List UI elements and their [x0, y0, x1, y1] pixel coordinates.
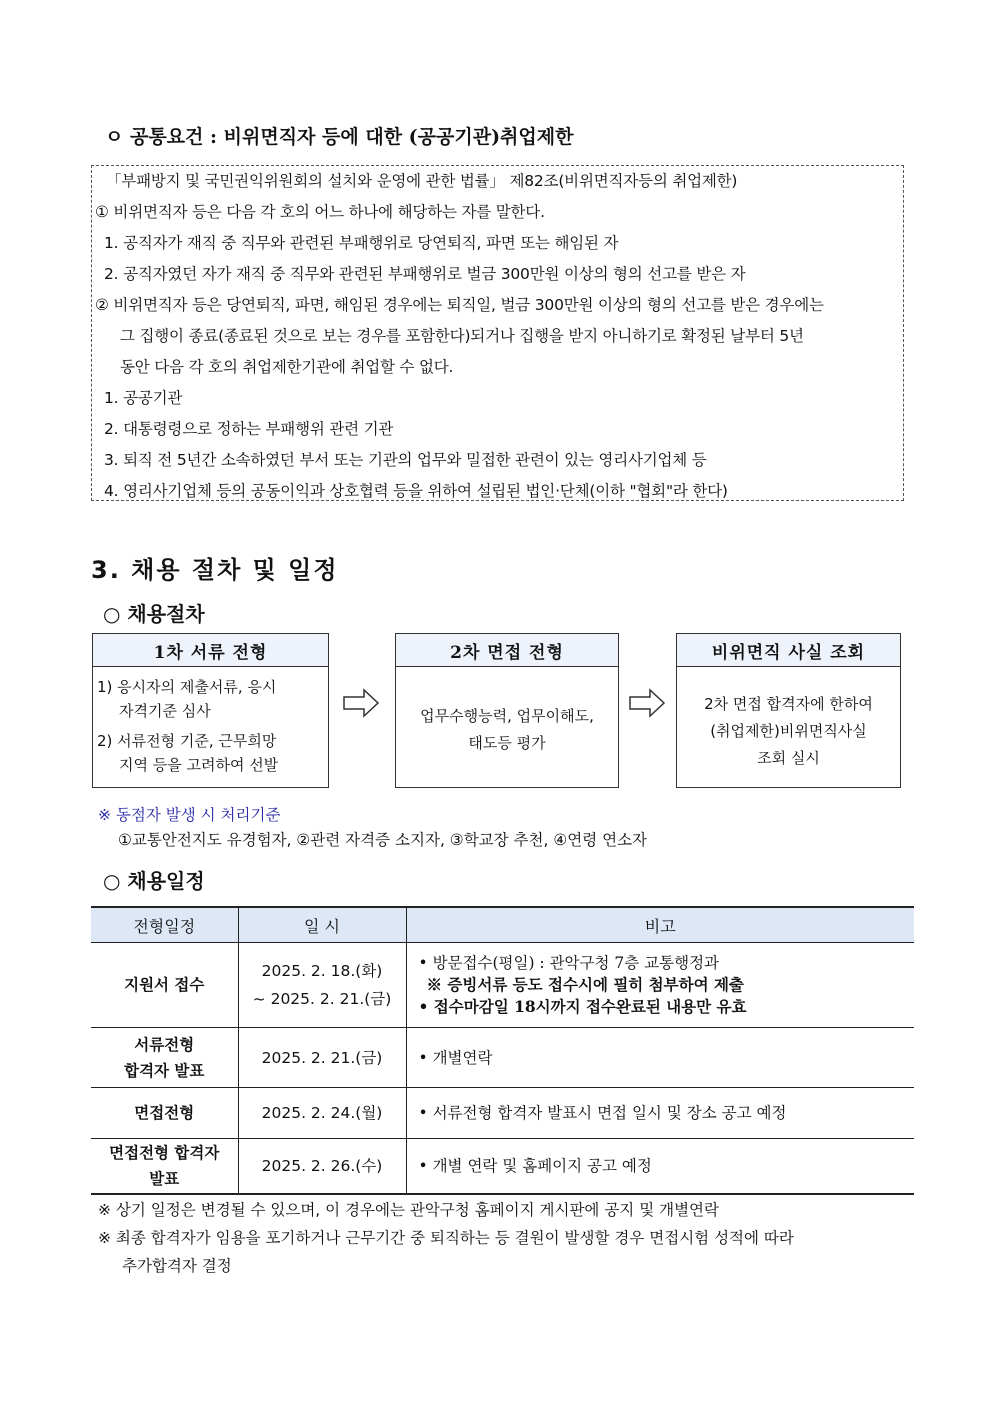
stage-cell	[91, 943, 238, 1028]
date-cell	[238, 943, 406, 1028]
stage-text: 서류전형	[134, 1034, 195, 1054]
table-row	[91, 1139, 914, 1195]
law-clause-1: ① 비위면직자 등은 다음 각 호의 어느 하나에 해당하는 자를 말한다.	[95, 203, 545, 221]
note-cell	[406, 1028, 914, 1088]
date-text: 2025. 2. 26.(수)	[261, 1157, 383, 1175]
column-header-date: 일 시	[238, 907, 406, 943]
schedule-table	[91, 906, 914, 1195]
law-item: 3. 퇴직 전 5년간 소속하였던 부서 또는 기관의 업무와 밀접한 관련이 있는 영리사기업체 등	[104, 451, 707, 469]
step-line: (취업제한)비위면직사실	[710, 722, 867, 740]
note-text: • 방문접수(평일) : 관악구청 7층 교통행정과	[418, 954, 720, 972]
section-title: 3. 채용 절차 및 일정	[91, 556, 339, 584]
table-row	[91, 1088, 914, 1139]
step-title: 2차 면접 전형	[396, 634, 618, 667]
note-text: • 개별연락	[418, 1048, 493, 1067]
law-excerpt-box	[91, 165, 904, 501]
arrow-right-icon	[628, 688, 666, 718]
note-text: • 서류전형 합격자 발표시 면접 일시 및 장소 공고 예정	[418, 1104, 787, 1122]
date-cell	[238, 1028, 406, 1088]
law-clause-2-cont: 동안 다음 각 호의 취업제한기관에 취업할 수 없다.	[120, 358, 454, 376]
step-line: 1) 응시자의 제출서류, 응시	[97, 678, 277, 696]
step-box-interview	[395, 633, 619, 788]
date-text: ~ 2025. 2. 21.(금)	[252, 990, 392, 1008]
stage-cell	[91, 1088, 238, 1139]
date-text: 2025. 2. 18.(화)	[261, 962, 383, 980]
step-title: 1차 서류 전형	[93, 634, 328, 667]
law-item: 1. 공공기관	[104, 389, 183, 407]
tie-break-criteria: ①교통안전지도 유경험자, ②관련 자격증 소지자, ③학교장 추천, ④연령 연소자	[118, 831, 648, 849]
arrow-right-icon	[342, 688, 380, 718]
date-text: 2025. 2. 24.(월)	[261, 1104, 383, 1122]
column-header-note: 비고	[406, 907, 914, 943]
stage-text: 면접전형 합격자	[109, 1143, 220, 1162]
step-box-document-screening	[92, 633, 329, 788]
note-text: ※ 증빙서류 등도 접수시에 필히 첨부하여 제출	[426, 975, 744, 994]
law-title: 「부패방지 및 국민권익위원회의 설치와 운영에 관한 법률」 제82조(비위면직자등의 취업제한)	[106, 172, 738, 190]
column-header-stage: 전형일정	[91, 907, 238, 943]
stage-text: 발표	[149, 1169, 180, 1188]
footnote: ※ 상기 일정은 변경될 수 있으며, 이 경우에는 관악구청 홈페이지 게시판에 공지 및 개별연락	[98, 1201, 719, 1219]
note-text: • 접수마감일 18시까지 접수완료된 내용만 유효	[418, 997, 747, 1016]
step-line: 2차 면접 합격자에 한하여	[704, 695, 873, 713]
stage-cell	[91, 1139, 238, 1195]
table-row	[91, 1028, 914, 1088]
step-title: 비위면직 사실 조회	[677, 634, 900, 667]
procedure-heading: ○ 채용절차	[103, 602, 205, 626]
stage-text: 지원서 접수	[124, 975, 205, 994]
stage-cell	[91, 1028, 238, 1088]
footnote: 추가합격자 결정	[122, 1257, 232, 1275]
step-line: 지역 등을 고려하여 선발	[119, 756, 279, 774]
tie-break-note: ※ 동점자 발생 시 처리기준	[98, 806, 281, 824]
step-line: 업무수행능력, 업무이해도,	[420, 707, 594, 725]
step-line: 자격기준 심사	[119, 702, 211, 720]
date-cell	[238, 1139, 406, 1195]
step-box-misconduct-check	[676, 633, 901, 788]
table-header-row	[91, 907, 914, 943]
note-cell	[406, 1088, 914, 1139]
footnote: ※ 최종 합격자가 임용을 포기하거나 근무기간 중 퇴직하는 등 결원이 발생할 경우 면접시험 성적에 따라	[98, 1229, 794, 1247]
step-line: 태도등 평가	[468, 734, 546, 752]
law-clause-2: ② 비위면직자 등은 당연퇴직, 파면, 해임된 경우에는 퇴직일, 벌금 300만원 이상의 형의 선고를 받은 경우에는	[95, 296, 824, 314]
step-line: 조회 실시	[757, 749, 820, 767]
stage-text: 면접전형	[134, 1103, 195, 1122]
note-cell	[406, 1139, 914, 1195]
table-row	[91, 943, 914, 1028]
schedule-heading: ○ 채용일정	[103, 869, 205, 893]
law-item: 1. 공직자가 재직 중 직무와 관련된 부패행위로 당연퇴직, 파면 또는 해임된 자	[104, 234, 619, 252]
note-cell	[406, 943, 914, 1028]
date-cell	[238, 1088, 406, 1139]
step-line: 2) 서류전형 기준, 근무희망	[97, 732, 277, 750]
law-item: 2. 공직자였던 자가 재직 중 직무와 관련된 부패행위로 벌금 300만원 이상의 형의 선고를 받은 자	[104, 265, 746, 283]
law-item: 4. 영리사기업체 등의 공동이익과 상호협력 등을 위하여 설립된 법인·단체(이하 "협회"라 한다)	[104, 482, 728, 500]
stage-text: 합격자 발표	[124, 1060, 205, 1080]
law-clause-2-cont: 그 집행이 종료(종료된 것으로 보는 경우를 포함한다)되거나 집행을 받지 아니하기로 확정된 날부터 5년	[120, 327, 804, 345]
date-text: 2025. 2. 21.(금)	[261, 1048, 383, 1067]
common-requirement-heading: ㅇ 공통요건 : 비위면직자 등에 대한 (공공기관)취업제한	[105, 126, 574, 148]
note-text: • 개별 연락 및 홈페이지 공고 예정	[418, 1157, 652, 1175]
law-item: 2. 대통령령으로 정하는 부패행위 관련 기관	[104, 420, 394, 438]
